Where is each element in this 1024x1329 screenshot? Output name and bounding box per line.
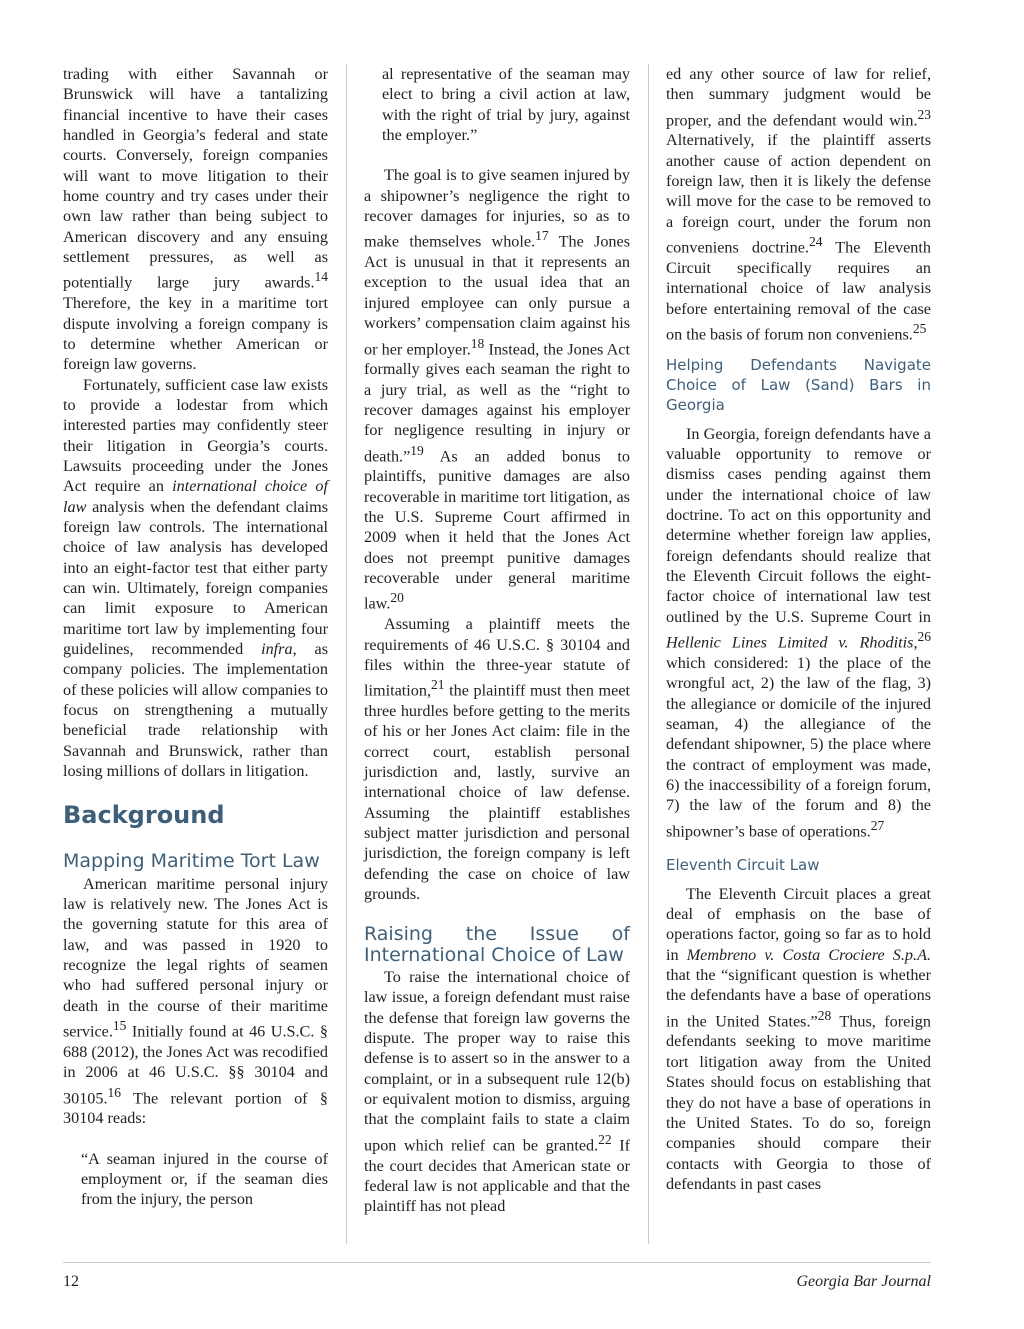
subheading-raising-the-issue: Raising the Issue of International Choice of Law: [364, 923, 630, 966]
footnote-ref: 21: [431, 677, 445, 693]
footnote-ref: 28: [817, 1007, 832, 1023]
paragraph: The Eleventh Circuit places a great deal of emphasis on the base of operations factor, going so far as to hold in Membreno v. Costa Crociere S.p.A. that the “significant question is whether the defendants have a base of operations in the United States.”$^{28}$ Thus, foreign defendants seeking to move maritime tort litigation away from the United States should focus on establishing that they do not have a base of operations in the United States. To do so, foreign companies should compare their contacts with Georgia to those of defendants in past cases: [666, 884, 932, 1193]
paragraph: The goal is to give seamen injured by a shipowner’s negligence the right to recover damages for injuries, so as to make themselves whole.$^{17}$ The Jones Act is unusual in that it represents an exception to the usual idea that an injured employee can only pursue a workers’ compensation claim against his or her employer.$^{18}$ Instead, the Jones Act formally gives each seaman the right to a jury trial, as well as the “right to recover damages against his employer for negligence resulting in injury or death.”$^{19}$ As an added bonus to plaintiffs, punitive damages are also recoverable in maritime tort litigation, as the U.S. Supreme Court affirmed in 2009 when it held that the Jones Act does not preempt punitive damages recoverable under general maritime law.$^{20}$: [364, 166, 630, 613]
block-quote: “A seaman injured in the course of employment or, if the seaman dies from the injury, the person: [81, 1149, 328, 1209]
footnote-ref: 15: [112, 1018, 127, 1034]
footnote-ref: 17: [535, 228, 549, 244]
footnote-ref: 22: [598, 1131, 612, 1147]
paragraph: To raise the international choice of law issue, a foreign defendant must raise the defense that foreign law governs the dispute. The proper way to raise this defense is to assert so in the answer to a complaint, or in a subsequent rule 12(b) or equivalent motion to dismiss, arguing that the complaint fails to state a claim upon which relief can be granted.$^{22}$ If the court decides that American state or federal law is not applicable and that the plaintiff has not plead: [364, 968, 630, 1216]
footnote-ref: 19: [410, 442, 424, 458]
page-number: 12: [63, 1273, 79, 1290]
column-1: [63, 64, 328, 1210]
footnote-ref: 16: [107, 1084, 122, 1100]
subheading-helping-defendants: Helping Defendants Navigate Choice of Law (Sand) Bars in Georgia: [666, 355, 931, 415]
footnote-ref: 23: [917, 106, 931, 122]
paragraph: American maritime personal injury law is relatively new. The Jones Act is the governing statute for this area of law, and was passed in 1920 to recognize the legal rights of seamen who had suffered personal injury or death in the course of their maritime service.$^{15}$ Initially found at 46 U.S.C. § 688 (2012), the Jones Act was recodified in 2006 at 46 U.S.C. §§ 30104 and 30105.16 The relevant portion of § 30104 reads:: [63, 874, 328, 1128]
footnote-ref: 26: [917, 629, 931, 645]
paragraph: In Georgia, foreign defendants have a valuable opportunity to remove or dismiss cases pending against them under the international choice of law doctrine. To act on this opportunity and determine whether foreign law applies, foreign defendants should realize that the Eleventh Circuit follows the eight-factor choice of international law test outlined by the U.S. Supreme Court in Hellenic Lines Limited v. Rhoditis,$^{26}$ which considered: 1) the place of the wrongful act, 2) the law of the flag, 3) the allegiance or domicile of the injured seaman, 4) the allegiance of the defendant shipowner, 5) the place where the contract of employment was made, 6) the inaccessibility of a foreign forum, 7) the law of the forum and 8) the shipowner’s base of operations.$^{27}$: [666, 424, 931, 840]
column-3: [666, 64, 931, 1194]
footnote-ref: 25: [912, 320, 927, 336]
column-2: [364, 64, 630, 1217]
footnote-ref: 14: [314, 269, 328, 285]
footnote-ref: 24: [808, 234, 823, 250]
paragraph: ed any other source of law for relief, then summary judgment would be proper, and the defendant would win.$^{23}$ Alternatively, if the plaintiff asserts another cause of action dependent on foreign law, then it is likely the defense will move for the case to be removed to a foreign court, under the forum non conveniens doctrine.$^{24}$ The Eleventh Circuit specifically requires an international choice of law analysis before entertaining removal of the case on the basis of forum non conveniens.$^{25}$: [666, 65, 931, 344]
footnote-ref: 18: [470, 335, 485, 351]
footer-rule: [63, 1262, 931, 1263]
column-divider: [346, 64, 347, 1244]
column-divider: [648, 64, 649, 1244]
paragraph: trading with either Savannah or Brunswick will have a tantalizing financial incentive to have their cases handled in Georgia’s federal and state courts. Conversely, foreign companies will want to move litigation to their home country and try cases under their own law rather than being subject to American discovery and any ensuing settlement pressures, as well as potentially large jury awards.$^{14}$ Therefore, the key in a maritime tort dispute involving a foreign company is to determine whether American or foreign law governs.: [63, 65, 328, 374]
block-quote: al representative of the seaman may elect to bring a civil action at law, with the right of trial by jury, against the employer.”: [382, 65, 630, 145]
paragraph: Fortunately, sufficient case law exists to provide a lodestar from which interested parties may confidently steer their litigation in Georgia’s courts. Lawsuits proceeding under the Jones Act require an international choice of law analysis when the defendant claims foreign law controls. The international choice of law analysis has developed into an eight-factor test that either party can win. Ultimately, foreign companies can limit exposure to American maritime tort law by implementing four guidelines, recommended infra, as company policies. The implementation of these policies will allow companies to focus on strengthening a mutually beneficial trade relationship with Savannah and Brunswick, rather than losing millions of dollars in litigation.: [63, 375, 328, 781]
subheading-mapping-maritime-tort-law: Mapping Maritime Tort Law: [63, 850, 320, 873]
footnote-ref: 27: [870, 817, 885, 833]
section-heading-background: Background: [63, 801, 225, 830]
subheading-eleventh-circuit-law: Eleventh Circuit Law: [666, 856, 820, 875]
journal-name: Georgia Bar Journal: [796, 1273, 931, 1290]
footnote-ref: 20: [390, 590, 404, 606]
paragraph: Assuming a plaintiff meets the requirements of 46 U.S.C. § 30104 and files within the three-year statute of limitation,$^{21}$ the plaintiff must then meet three hurdles before getting to the merits of his or her Jones Act claim: file in the correct court, establish personal jurisdiction and, lastly, survive an international choice of law defense. Assuming the plaintiff establishes subject matter jurisdiction and personal jurisdiction, the foreign company is left defending the case on choice of law grounds.: [364, 615, 630, 904]
